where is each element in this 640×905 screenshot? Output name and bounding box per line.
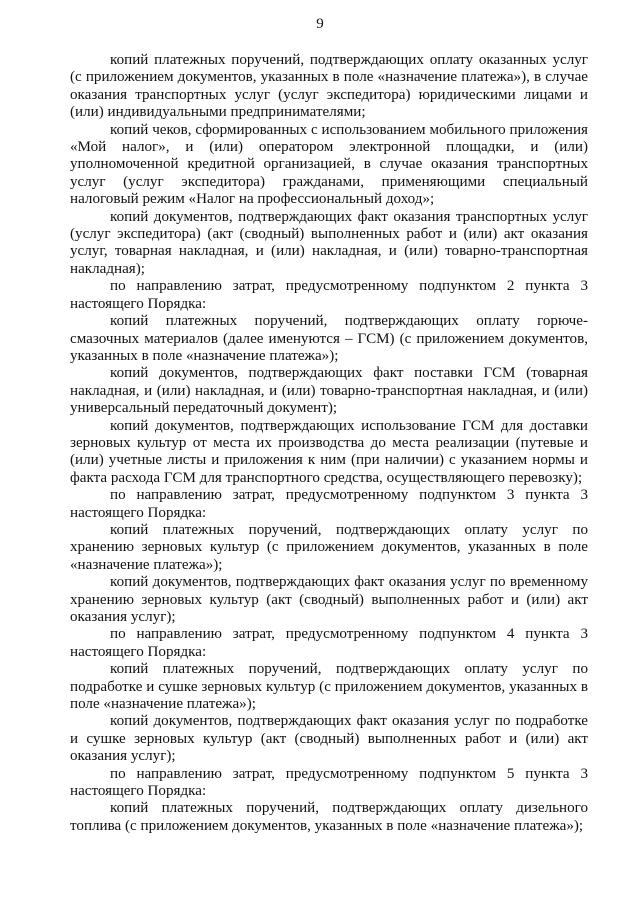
document-body — [70, 52, 588, 835]
paragraph: по направлению затрат, предусмотренному подпунктом 5 пункта 3 настоящего Порядка: — [70, 765, 588, 800]
paragraph: копий документов, подтверждающих использование ГСМ для доставки зерновых культур от места их производства до места реализации (путевые и (или) учетные листы и приложения к ним (при наличии) с указанием нормы и факта расхода ГСМ для транспортного средства, осуществляющего перевозку); — [70, 417, 588, 486]
paragraph: копий платежных поручений, подтверждающих оплату услуг по подработке и сушке зерновых культур (с приложением документов, указанных в поле «назначение платежа»); — [70, 661, 588, 713]
paragraph: по направлению затрат, предусмотренному подпунктом 3 пункта 3 настоящего Порядка: — [70, 487, 588, 521]
paragraph: копий платежных поручений, подтверждающих оплату горюче-смазочных материалов (далее именуются – ГСМ) (с приложением документов, указанных в поле «назначение платежа»); — [70, 313, 588, 364]
paragraph: копий документов, подтверждающих факт поставки ГСМ (товарная накладная, и (или) накладная, и (или) товарно-транспортная накладная, и (или) универсальный передаточный документ); — [70, 365, 588, 417]
paragraph: копий платежных поручений, подтверждающих оплату услуг по хранению зерновых культур (с приложением документов, указанных в поле «назначение платежа»); — [70, 521, 588, 573]
paragraph: копий документов, подтверждающих факт оказания услуг по подработке и сушке зерновых культур (акт (сводный) выполненных работ и (или) акт оказания услуг); — [70, 713, 588, 765]
paragraph: по направлению затрат, предусмотренному подпунктом 4 пункта 3 настоящего Порядка: — [70, 626, 588, 660]
paragraph: копий чеков, сформированных с использованием мобильного приложения «Мой налог», и (или) оператором электронной площадки, и (или) уполномоченной кредитной организацией, в случае оказания транспортных услуг (услуг экспедитора) гражданами, применяющими специальный налоговый режим «Налог на профессиональный доход»; — [70, 121, 588, 208]
paragraph: копий платежных поручений, подтверждающих оплату оказанных услуг (с приложением документов, указанных в поле «назначение платежа»), в случае оказания транспортных услуг (услуг экспедитора) юридическими лицами и (или) индивидуальными предпринимателями; — [70, 52, 588, 121]
paragraph: копий документов, подтверждающих факт оказания транспортных услуг (услуг экспедитора) (акт (сводный) выполненных работ и (или) акт оказания услуг, товарная накладная, и (или) накладная, и (или) товарно-транспортная накладная); — [70, 208, 588, 277]
paragraph: копий платежных поручений, подтверждающих оплату дизельного топлива (с приложением документов, указанных в поле «назначение платежа»); — [70, 800, 588, 834]
paragraph: по направлению затрат, предусмотренному подпунктом 2 пункта 3 настоящего Порядка: — [70, 278, 588, 312]
paragraph: копий документов, подтверждающих факт оказания услуг по временному хранению зерновых культур (акт (сводный) выполненных работ и (или) акт оказания услуг); — [70, 574, 588, 625]
page-number: 9 — [316, 16, 324, 32]
